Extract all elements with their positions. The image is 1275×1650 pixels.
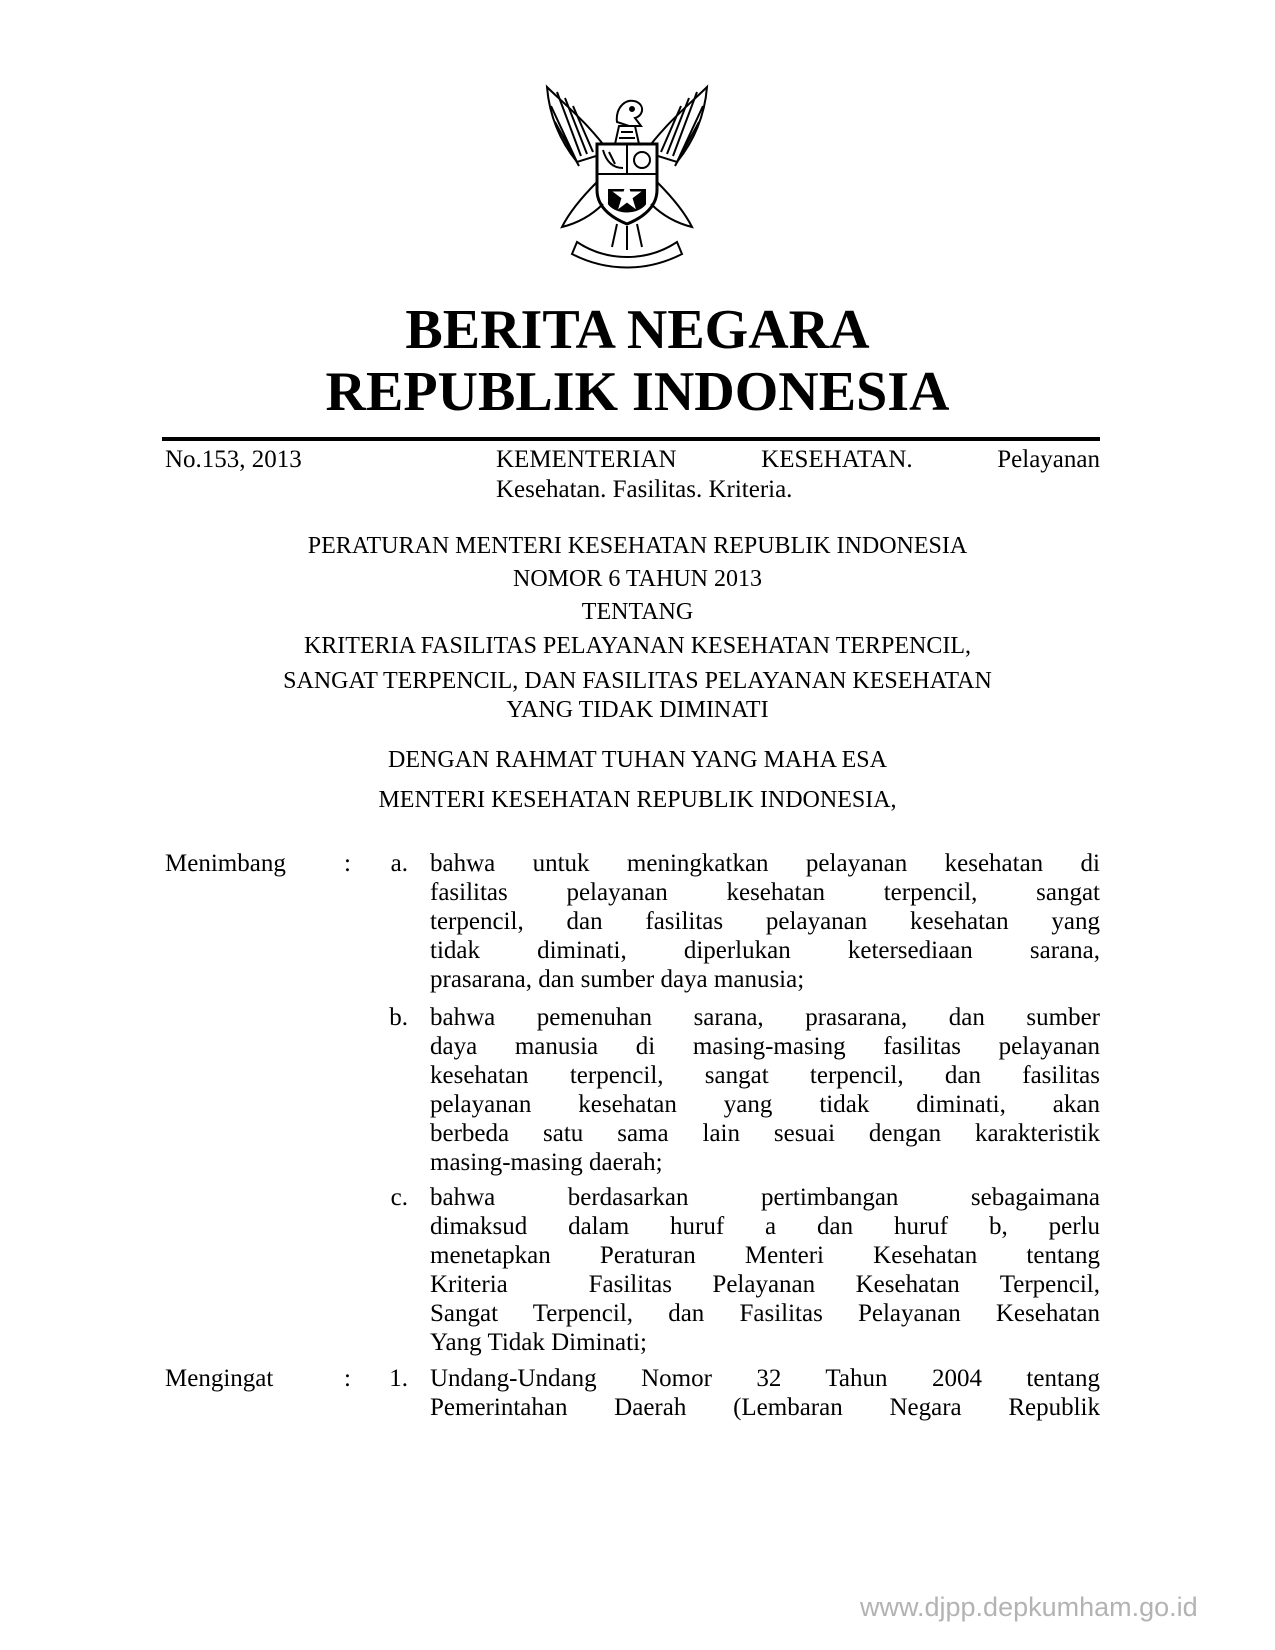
text-line: masing-masing daerah; bbox=[430, 1149, 663, 1176]
menimbang-colon: : bbox=[344, 850, 351, 877]
garuda-emblem bbox=[537, 82, 717, 277]
text-line: fasilitas pelayanan kesehatan terpencil, sangat bbox=[430, 879, 1100, 906]
mengingat-label: Mengingat bbox=[165, 1365, 274, 1392]
regulation-number: NOMOR 6 TAHUN 2013 bbox=[513, 566, 762, 592]
text-line: kesehatan terpencil, sangat terpencil, dan fasilitas bbox=[430, 1062, 1100, 1089]
gazette-subject-line1: KEMENTERIAN KESEHATAN. Pelayanan bbox=[496, 446, 1100, 473]
header-divider bbox=[162, 437, 1100, 441]
text-line: bahwa untuk meningkatkan pelayanan kesehatan di bbox=[430, 850, 1100, 877]
gazette-number: No.153, 2013 bbox=[165, 446, 302, 473]
regulation-subject-line1: KRITERIA FASILITAS PELAYANAN KESEHATAN TERPENCIL, bbox=[303, 633, 972, 659]
preamble-line1: DENGAN RAHMAT TUHAN YANG MAHA ESA bbox=[388, 747, 887, 773]
text-line: berbeda satu sama lain sesuai dengan karakteristik bbox=[430, 1120, 1100, 1147]
text-line: Pemerintahan Daerah (Lembaran Negara Republik bbox=[430, 1394, 1100, 1421]
text-line: Yang Tidak Diminati; bbox=[430, 1329, 647, 1356]
item-marker: c. bbox=[390, 1184, 408, 1211]
gazette-title: BERITA NEGARA bbox=[405, 299, 870, 361]
text-line: terpencil, dan fasilitas pelayanan kesehatan yang bbox=[430, 908, 1100, 935]
regulation-subject-line3: YANG TIDAK DIMINATI bbox=[506, 697, 769, 723]
text-line: tidak diminati, diperlukan ketersediaan sarana, bbox=[430, 937, 1100, 964]
text-line: Sangat Terpencil, dan Fasilitas Pelayanan Kesehatan bbox=[430, 1300, 1100, 1327]
mengingat-item-1 bbox=[430, 1364, 1100, 1422]
text-line: menetapkan Peraturan Menteri Kesehatan tentang bbox=[430, 1242, 1100, 1269]
preamble-line2: MENTERI KESEHATAN REPUBLIK INDONESIA, bbox=[378, 787, 897, 813]
menimbang-item-b bbox=[430, 1003, 1100, 1177]
text-line: bahwa pemenuhan sarana, prasarana, dan sumber bbox=[430, 1004, 1100, 1031]
mengingat-colon: : bbox=[344, 1365, 351, 1392]
gazette-subject-line2: Kesehatan. Fasilitas. Kriteria. bbox=[496, 476, 793, 503]
text-line: Undang-Undang Nomor 32 Tahun 2004 tentang bbox=[430, 1365, 1100, 1392]
item-marker: 1. bbox=[389, 1365, 408, 1392]
text-line: prasarana, dan sumber daya manusia; bbox=[430, 966, 805, 993]
menimbang-item-c bbox=[430, 1183, 1100, 1357]
regulation-title: PERATURAN MENTERI KESEHATAN REPUBLIK INDONESIA bbox=[307, 533, 968, 559]
regulation-about: TENTANG bbox=[581, 599, 694, 625]
footer-url: www.djpp.depkumham.go.id bbox=[860, 1592, 1198, 1622]
regulation-subject-line2: SANGAT TERPENCIL, DAN FASILITAS PELAYANAN KESEHATAN bbox=[283, 668, 992, 694]
menimbang-item-a bbox=[430, 849, 1100, 994]
text-line: Kriteria Fasilitas Pelayanan Kesehatan Terpencil, bbox=[430, 1271, 1100, 1298]
text-line: pelayanan kesehatan yang tidak diminati, akan bbox=[430, 1091, 1100, 1118]
gazette-subtitle: REPUBLIK INDONESIA bbox=[325, 361, 950, 423]
text-line: bahwa berdasarkan pertimbangan sebagaimana bbox=[430, 1184, 1100, 1211]
menimbang-label: Menimbang bbox=[165, 850, 286, 877]
text-line: dimaksud dalam huruf a dan huruf b, perlu bbox=[430, 1213, 1100, 1240]
text-line: daya manusia di masing-masing fasilitas pelayanan bbox=[430, 1033, 1100, 1060]
item-marker: b. bbox=[389, 1004, 408, 1031]
item-marker: a. bbox=[390, 850, 408, 877]
